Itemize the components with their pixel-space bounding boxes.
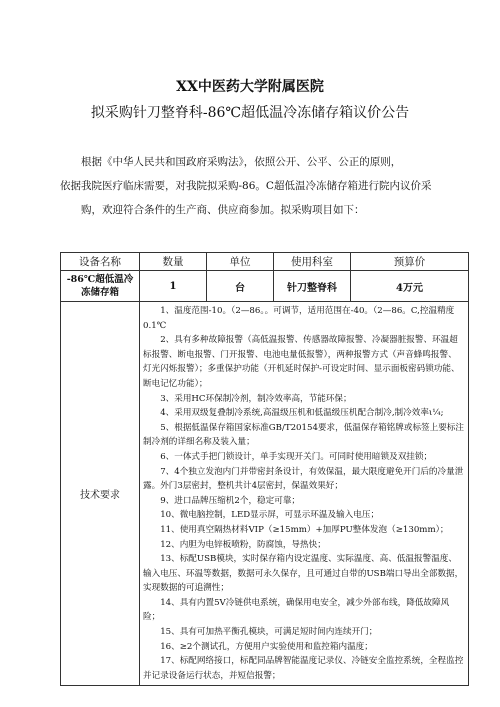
cell-department: 针刀整脊科 <box>274 271 351 302</box>
requirement-item: 9、进口品牌压缩机2个，稳定可靠； <box>160 495 301 506</box>
requirement-item: 5、根据低温保存箱国家标准GB/T20154要求，低温保存箱铭牌或标签上要标注制冷剂的详细名称及装入量； <box>143 422 465 448</box>
header-department: 使用科室 <box>274 253 351 271</box>
header-device-name: 设备名称 <box>61 253 140 271</box>
header-budget: 预算价 <box>351 253 469 271</box>
requirement-item: 17、标配网络接口，标配同品牌智能温度记录仪、冷链安全监控系统，全程监控并记录设备运行状态，并短信报警； <box>143 656 464 681</box>
requirement-item: 4、采用双级复叠制冷系统,高温级压机和低温级压机配合制冷,制冷效率ι¼; <box>160 408 444 419</box>
cell-quantity: 1 <box>140 271 207 302</box>
announcement-title: 拟采购针刀整脊科-86℃超低温冷冻储存箱议价公告 <box>90 105 410 121</box>
table-header-row <box>61 253 469 271</box>
requirement-item: 6、一体式手把门锁设计，单手实现开关门。可同时使用暗锁及双挂锁； <box>160 451 433 462</box>
intro-paragraph <box>60 150 455 222</box>
requirement-item: 11、使用真空隔热材料VIP（≥15mm）+加厚PU整体发泡（≥130mm）； <box>160 524 449 535</box>
requirements-row <box>61 302 469 686</box>
requirement-item: 7、4个独立发泡内门并带密封条设计，有效保温，最大限度避免开门后的冷量泄露。外门3层密封，整机共计4层密封，保温效果好； <box>143 466 464 492</box>
requirements-cell <box>140 302 469 686</box>
requirement-item: 10、微电脑控制，LED显示屏，可显示环温及输入电压； <box>160 510 380 521</box>
requirement-item: 16、≥2个测试孔，方便用户实验使用和监控箱内温度； <box>160 641 373 652</box>
requirement-item: 15、具有可加热平衡孔模块，可满足短时间内连续开门； <box>160 627 378 638</box>
requirement-item: 14、具有内置5V冷链供电系统，确保用电安全，减少外部布线，降低故障风险； <box>143 597 450 623</box>
cell-device-name: -86℃超低温冷冻储存箱 <box>61 271 140 302</box>
requirement-item: 12、内胆为电锌板喷粉，防腐蚀，导热快； <box>160 539 326 550</box>
requirements-label: 技术要求 <box>61 302 140 686</box>
procurement-table <box>60 252 469 686</box>
header-unit: 单位 <box>207 253 274 271</box>
cell-budget: 4万元 <box>351 271 469 302</box>
table-row <box>61 271 469 302</box>
requirement-item: 1、温度范围-10。（2—86。。可调节，适用范围在-40。（2—86。C,控温精度0.1℃ <box>143 306 455 331</box>
intro-line: 依据我院医疗临床需要，对我院拟采购-86。C超低温冷冻储存箱进行院内议价采 <box>60 180 432 192</box>
cell-unit: 台 <box>207 271 274 302</box>
intro-line: 购，欢迎符合条件的生产商、供应商参加。拟采购项目如下： <box>81 204 365 216</box>
header-quantity: 数量 <box>140 253 207 271</box>
requirement-item: 3、采用HC环保制冷剂，制冷效率高，节能环保； <box>160 393 352 404</box>
requirement-item: 2、具有多种故障报警（高低温报警、传感器故障报警、冷凝器脏报警、环温超标报警、断电报警、门开报警、电池电量低报警），两种报警方式（声音蜂鸣报警、灯光闪烁报警）；多重保护功能（开机延时保护-可设定时间、显示面板密码锁功能、断电记忆功能）； <box>143 335 460 389</box>
intro-line: 根据《中华人民共和国政府采购法》，依照公开、公平、公正的原则， <box>81 156 402 168</box>
hospital-title: XX中医药大学附属医院 <box>176 79 324 95</box>
requirement-item: 13、标配USB模块，实时保存箱内设定温度、实际温度、高、低温报警温度、输入电压、环温等数据，数据可永久保存，且可通过自带的USB端口导出全部数据，实现数据的可追溯性； <box>143 554 464 594</box>
